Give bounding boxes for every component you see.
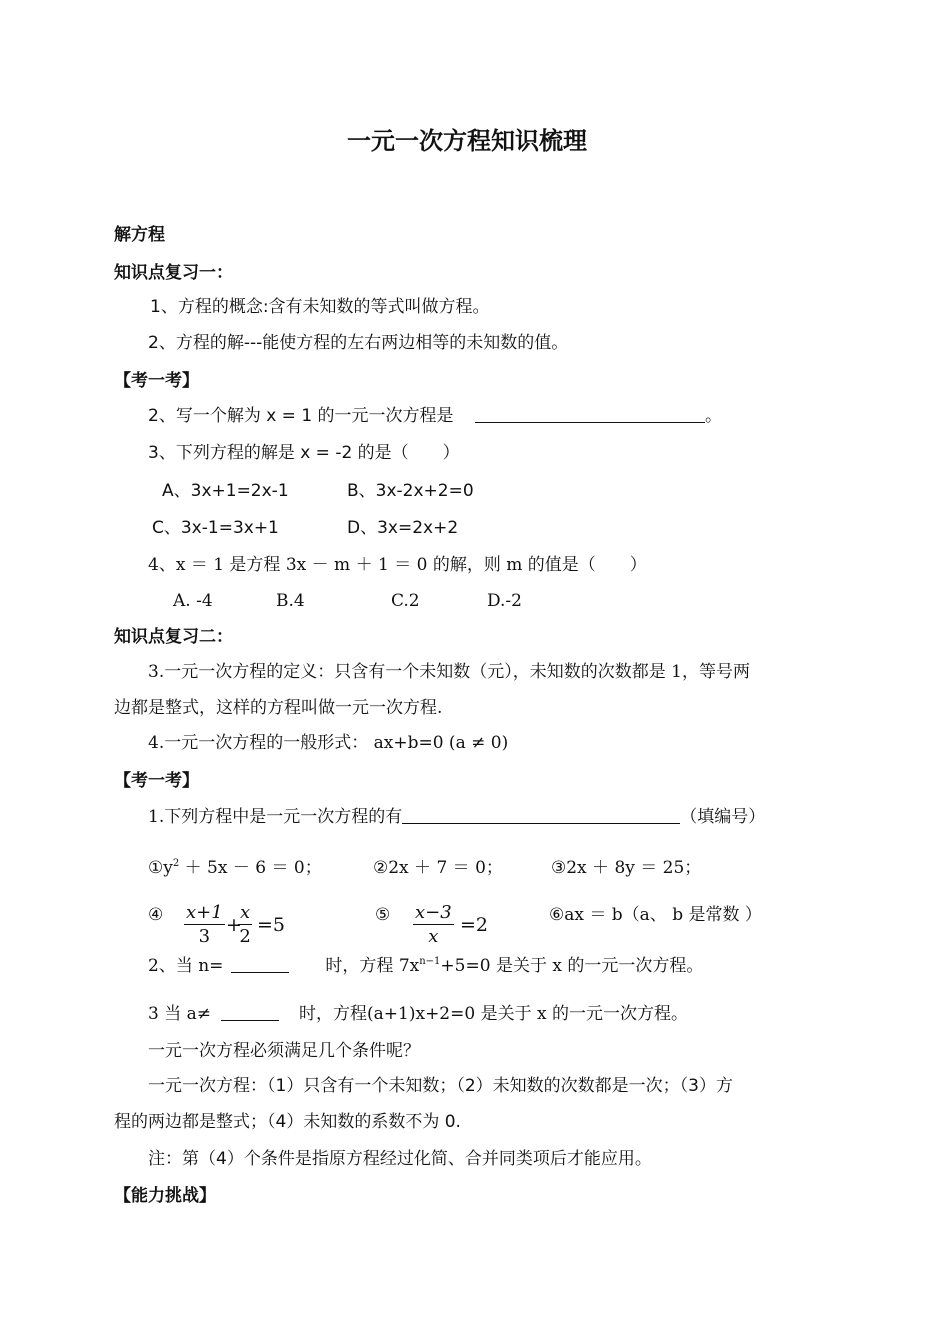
quiz1-q2 — [148, 405, 722, 427]
equation-3: ③2x ＋ 8y ＝ 25； — [551, 858, 702, 878]
equation-5-rhs: =2 — [460, 914, 489, 936]
review2-general-form: 4.一元一次方程的一般形式： ax+b=0 (a ≠ 0) — [148, 733, 509, 753]
review1-heading: 知识点复习一： — [114, 263, 233, 283]
conditions-note: 注：第（4）个条件是指原方程经过化简、合并同类项后才能应用。 — [148, 1149, 652, 1169]
quiz1-q4: 4、x ＝ 1 是方程 3x － m ＋ 1 ＝ 0 的解，则 m 的值是（ ） — [148, 555, 647, 575]
quiz2-q1-text: 1.下列方程中是一元一次方程的有 — [148, 807, 403, 827]
quiz1-q3-option-a: A、3x+1=2x-1 — [162, 481, 289, 501]
quiz2-q1-suffix: （填编号） — [680, 807, 766, 827]
review2-heading: 知识点复习二： — [114, 627, 233, 647]
equation-4-marker: ④ — [148, 905, 164, 925]
quiz1-q3: 3、下列方程的解是 x = -2 的是（ ） — [148, 443, 460, 463]
plus-sign: + — [226, 914, 242, 936]
answer-blank[interactable] — [475, 406, 705, 423]
quiz1-q4-option-b: B.4 — [276, 591, 305, 611]
quiz1-q2-text: 2、写一个解为 x = 1 的一元一次方程是 — [148, 406, 454, 426]
exponent: n−1 — [419, 956, 441, 967]
review1-item2: 2、方程的解---能使方程的左右两边相等的未知数的值。 — [148, 333, 569, 353]
equation-6: ⑥ax ＝ b（a、 b 是常数 ） — [549, 905, 762, 925]
fraction-denominator: x — [428, 926, 439, 947]
equation-1-rest: ＋ 5x － 6 ＝ 0； — [179, 858, 322, 878]
fraction-denominator: 2 — [239, 926, 251, 947]
review2-definition-line1: 3.一元一次方程的定义：只含有一个未知数（元），未知数的次数都是 1，等号两 — [148, 662, 750, 682]
answer-blank[interactable] — [221, 1004, 279, 1021]
fraction-numerator: x−3 — [415, 902, 452, 923]
equation-5-fraction — [413, 903, 454, 947]
quiz1-q4-option-d: D.-2 — [487, 591, 522, 611]
equation-1-lhs: ①y — [148, 858, 173, 878]
review1-item1: 1、方程的概念:含有未知数的等式叫做方程。 — [150, 297, 490, 317]
quiz2-q1 — [148, 806, 765, 828]
quiz1-q4-option-a: A. -4 — [173, 591, 213, 611]
challenge-heading: 【能力挑战】 — [114, 1186, 216, 1206]
equation-1 — [148, 857, 322, 879]
quiz1-q3-option-b: B、3x-2x+2=0 — [347, 481, 474, 501]
page-title: 一元一次方程知识梳理 — [347, 127, 587, 155]
quiz1-q3-option-c: C、3x-1=3x+1 — [152, 518, 279, 538]
equation-4-fraction-2 — [238, 903, 252, 947]
equation-5-marker: ⑤ — [375, 905, 391, 925]
quiz2-q3 — [148, 1003, 688, 1025]
quiz2-q3-suffix: 时，方程(a+1)x+2=0 是关于 x 的一元一次方程。 — [299, 1004, 688, 1024]
equation-2: ②2x ＋ 7 ＝ 0； — [373, 858, 503, 878]
quiz2-heading: 【考一考】 — [114, 771, 199, 791]
quiz2-q2-text: 2、当 n= — [148, 956, 224, 976]
answer-blank[interactable] — [231, 956, 289, 973]
equation-4-rhs: =5 — [257, 914, 286, 936]
quiz1-q4-option-c: C.2 — [391, 591, 420, 611]
section-heading: 解方程 — [114, 225, 165, 245]
equation-1-exponent: 2 — [172, 858, 180, 869]
equation-4-fraction-1 — [184, 903, 225, 947]
quiz2-q2-suffix: +5=0 是关于 x 的一元一次方程。 — [440, 956, 704, 976]
quiz1-heading: 【考一考】 — [114, 371, 199, 391]
fraction-numerator: x+1 — [186, 902, 223, 923]
quiz1-q3-option-d: D、3x=2x+2 — [347, 518, 459, 538]
fraction-numerator: x — [240, 902, 251, 923]
review2-definition-line2: 边都是整式，这样的方程叫做一元一次方程. — [114, 698, 443, 718]
quiz1-q2-suffix: 。 — [704, 406, 722, 426]
conditions-question: 一元一次方程必须满足几个条件呢？ — [148, 1041, 420, 1061]
quiz2-q2-mid: 时，方程 7x — [325, 956, 420, 976]
answer-blank[interactable] — [402, 807, 680, 824]
quiz2-q3-text: 3 当 a≠ — [148, 1004, 212, 1024]
conditions-line1: 一元一次方程：（1）只含有一个未知数；（2）未知数的次数都是一次；（3）方 — [148, 1076, 733, 1096]
quiz2-q2 — [148, 955, 703, 977]
fraction-denominator: 3 — [198, 926, 211, 947]
conditions-line2: 程的两边都是整式；（4）未知数的系数不为 0. — [114, 1112, 461, 1132]
